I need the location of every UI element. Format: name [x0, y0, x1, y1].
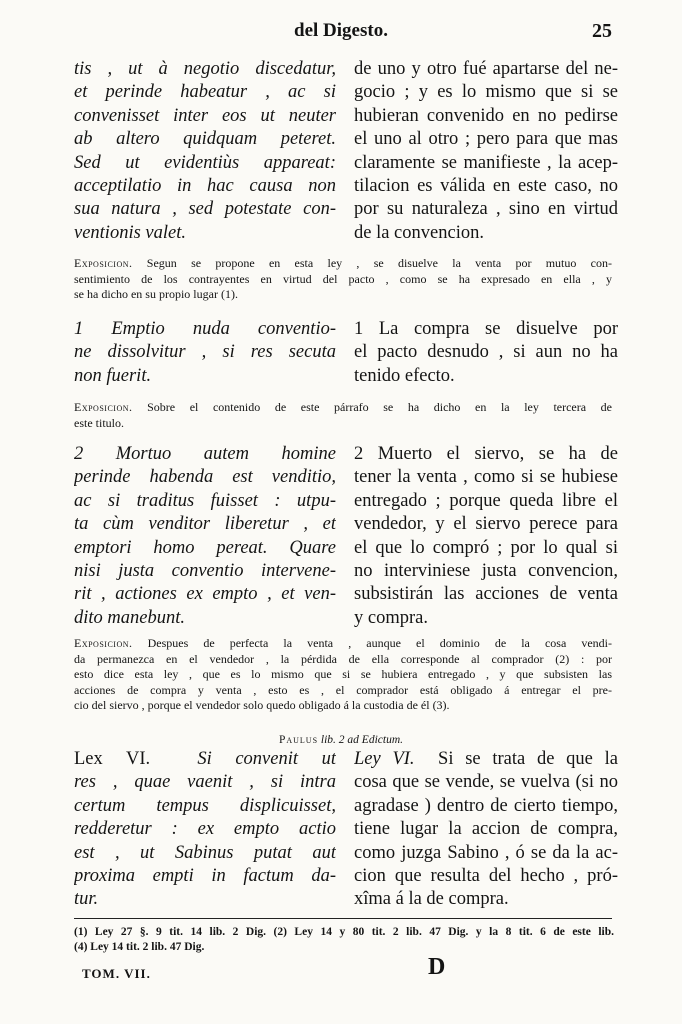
exposicion-line: cio del siervo , porque el vendedor solo quedo obligado á la custodia de él (3). [74, 698, 450, 712]
spanish-column [354, 443, 618, 630]
exposicion-line: sentimiento de los contrayentes en virtud del pacto , como se ha expresado en ella , y [74, 271, 612, 286]
latin-line: ab altero quidquam peteret. [74, 129, 336, 150]
latin-line: et perinde habeatur , ac si [74, 82, 336, 103]
spanish-line: Si se trata de que la [438, 749, 618, 769]
running-title: del Digesto. [294, 20, 388, 41]
latin-line: tur. [74, 889, 99, 910]
ley-heading: Ley VI. [354, 749, 415, 769]
exposicion-3 [74, 636, 612, 714]
exposicion-line: Segun se propone en esta ley , se disuelve la venta por mutuo con- [132, 256, 612, 270]
latin-line: convenisset inter eos ut neuter [74, 105, 336, 126]
latin-line: emptori homo pereat. Quare [74, 537, 336, 558]
exposicion-line: esto dice esta ley , que es lo mismo que si se hubiera entregado , y que subsisten las [74, 667, 612, 681]
footnotes [74, 925, 614, 955]
latin-line: perinde habenda est venditio, [74, 467, 336, 488]
exposicion-line: se ha dicho en su propio lugar (1). [74, 287, 238, 301]
spanish-line: claramente se manifieste , la acep- [354, 152, 618, 173]
page-header [0, 20, 682, 50]
spanish-line: el que lo compró ; por lo qual si [354, 537, 618, 558]
spanish-line: por su naturaleza , sino en virtud [354, 199, 618, 220]
spanish-line: el uno al otro ; pero para que mas [354, 129, 618, 150]
spanish-column [354, 58, 618, 245]
latin-column [74, 58, 336, 245]
spanish-line: y compra. [354, 607, 428, 628]
lex-heading: Lex VI. [74, 749, 151, 769]
exposicion-line: este titulo. [74, 415, 124, 430]
spanish-line: cosa que se vende, se vuelva (si no [354, 772, 618, 793]
spanish-line: entregado ; porque queda libre el [354, 490, 618, 511]
latin-line: rit , actiones ex empto , et ven- [74, 584, 336, 605]
latin-line: nisi justa conventio intervene- [74, 561, 336, 582]
latin-column [74, 748, 336, 912]
exposicion-label: Exposicion. [74, 636, 133, 650]
exposicion-label: Exposicion. [74, 400, 133, 414]
spanish-line: tener la venta , como si se hubiese [354, 467, 618, 488]
spanish-line: hubieran convenido en no pedirse [354, 105, 618, 126]
latin-line: sua natura , sed potestate con- [74, 199, 336, 220]
latin-column [74, 443, 336, 630]
latin-column [74, 318, 336, 388]
signature-mark: D [428, 954, 446, 980]
latin-line: 2 Mortuo autem homine [74, 444, 336, 464]
spanish-column [354, 318, 618, 388]
volume-label: TOM. VII. [82, 966, 151, 981]
latin-line: ne dissolvitur , si res secuta [74, 342, 336, 363]
source-reference: lib. 2 ad Edictum. [320, 734, 404, 746]
spanish-line: cion que resulta del hecho , pró- [354, 866, 618, 887]
spanish-line: gocio ; y es lo mismo que si se [354, 82, 618, 103]
spanish-line: tilacion es válida en este caso, no [354, 176, 618, 197]
latin-line: non fuerit. [74, 365, 152, 386]
latin-line: ventionis valet. [74, 222, 186, 243]
footnote-line: (1) Ley 27 §. 9 tit. 14 lib. 2 Dig. (2) Ley 14 y 80 tit. 2 lib. 47 Dig. y la 8 tit. 6 de este lib. [74, 926, 614, 938]
latin-line: ta cùm venditor liberetur , et [74, 514, 336, 535]
latin-line: tis , ut à negotio discedatur, [74, 59, 336, 79]
spanish-column [354, 748, 618, 912]
latin-line: Sed ut evidentiùs appareat: [74, 152, 336, 173]
spanish-line: el pacto desnudo , si aun no ha [354, 342, 618, 363]
exposicion-1 [74, 256, 612, 303]
footnote-line: (4) Ley 14 tit. 2 lib. 47 Dig. [74, 941, 205, 953]
exposicion-2 [74, 400, 612, 431]
exposicion-line: da permanezca en el vendedor , la pérdida de ella corresponde al comprador (2) : por [74, 651, 612, 666]
spanish-line: vendedor, y el siervo perece para [354, 514, 618, 535]
spanish-line: 1 La compra se disuelve por [354, 319, 618, 339]
exposicion-line: Sobre el contenido de este párrafo se ha dicho en la ley tercera de [132, 400, 612, 414]
spanish-line: subsistirán las acciones de venta [354, 584, 618, 605]
latin-line: acceptilatio in hac causa non [74, 176, 336, 197]
author-name: Paulus [278, 734, 319, 746]
spanish-line: tenido efecto. [354, 365, 455, 386]
footnote-rule [74, 918, 612, 919]
spanish-line: agradase ) dentro de cierto tiempo, [354, 795, 618, 816]
spanish-line: de uno y otro fué apartarse del ne- [354, 59, 618, 79]
latin-line: Si convenit ut [197, 749, 336, 769]
spanish-line: de la convencion. [354, 222, 484, 243]
latin-line: est , ut Sabinus putat aut [74, 842, 336, 863]
latin-line: ac si traditus fuisset : utpu- [74, 490, 336, 511]
exposicion-label: Exposicion. [74, 256, 133, 270]
latin-line: proxima empti in factum da- [74, 866, 336, 887]
spanish-line: tiene lugar la accion de compra, [354, 819, 618, 840]
law-attribution [0, 734, 682, 746]
spanish-line: no interviniese justa convencion, [354, 561, 618, 582]
exposicion-line: Despues de perfecta la venta , aunque el dominio de la cosa vendi- [132, 636, 612, 650]
latin-line: dito manebunt. [74, 607, 185, 628]
latin-line: certum tempus displicuisset, [74, 795, 336, 816]
latin-line: 1 Emptio nuda conventio- [74, 319, 336, 339]
spanish-line: como juzga Sabino , ó se da la ac- [354, 842, 618, 863]
latin-line: redderetur : ex empto actio [74, 819, 336, 840]
page-number: 25 [592, 20, 612, 42]
spanish-line: 2 Muerto el siervo, se ha de [354, 444, 618, 464]
exposicion-line: acciones de compra y venta , esto es , el comprador está obligado á entregar el pre- [74, 682, 612, 697]
latin-line: res , quae vaenit , si intra [74, 772, 336, 793]
spanish-line: xîma á la de compra. [354, 889, 509, 910]
